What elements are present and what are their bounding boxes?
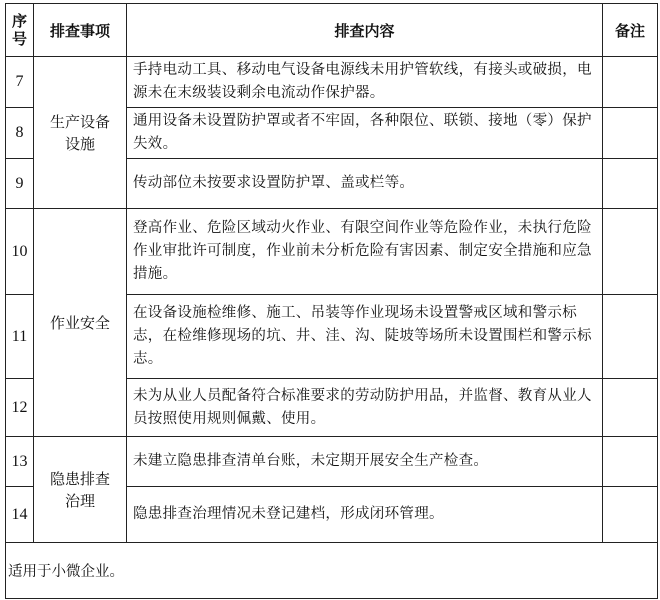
- footer-note: 适用于小微企业。: [6, 543, 658, 599]
- table-row: [6, 209, 658, 295]
- table-row: [6, 57, 658, 108]
- header-item: 排查事项: [34, 4, 127, 57]
- hazard-inspection-table: [5, 3, 658, 599]
- row-seq: 10: [6, 209, 34, 295]
- row-seq: 8: [6, 108, 34, 159]
- row-note: [603, 437, 658, 487]
- row-content: 隐患排查治理情况未登记建档，形成闭环管理。: [127, 487, 603, 543]
- row-note: [603, 295, 658, 379]
- row-seq: 13: [6, 437, 34, 487]
- row-seq: 14: [6, 487, 34, 543]
- header-seq: 序号: [6, 4, 34, 57]
- header-note: 备注: [603, 4, 658, 57]
- row-seq: 7: [6, 57, 34, 108]
- row-note: [603, 487, 658, 543]
- row-seq: 12: [6, 379, 34, 437]
- row-note: [603, 108, 658, 159]
- row-note: [603, 159, 658, 209]
- row-note: [603, 379, 658, 437]
- row-content: 登高作业、危险区域动火作业、有限空间作业等危险作业，未执行危险作业审批许可制度，作业前未分析危险有害因素、制定安全措施和应急措施。: [127, 209, 603, 295]
- row-note: [603, 57, 658, 108]
- row-content: 未为从业人员配备符合标准要求的劳动防护用品，并监督、教育从业人员按照使用规则佩戴、使用。: [127, 379, 603, 437]
- row-content: 未建立隐患排查清单台账，未定期开展安全生产检查。: [127, 437, 603, 487]
- row-seq: 11: [6, 295, 34, 379]
- table-row: [6, 437, 658, 487]
- category-hazard: 隐患排查治理: [34, 437, 127, 543]
- category-equipment: 生产设备设施: [34, 57, 127, 209]
- table-footer-row: [6, 543, 658, 599]
- table-header-row: [6, 4, 658, 57]
- row-content: 在设备设施检维修、施工、吊装等作业现场未设置警戒区域和警示标志，在检维修现场的坑、井、洼、沟、陡坡等场所未设置围栏和警示标志。: [127, 295, 603, 379]
- header-content: 排查内容: [127, 4, 603, 57]
- row-content: 手持电动工具、移动电气设备电源线未用护管软线，有接头或破损，电源未在末级装设剩余电流动作保护器。: [127, 57, 603, 108]
- category-operation: 作业安全: [34, 209, 127, 437]
- row-note: [603, 209, 658, 295]
- row-content: 传动部位未按要求设置防护罩、盖或栏等。: [127, 159, 603, 209]
- row-content: 通用设备未设置防护罩或者不牢固，各种限位、联锁、接地（零）保护失效。: [127, 108, 603, 159]
- row-seq: 9: [6, 159, 34, 209]
